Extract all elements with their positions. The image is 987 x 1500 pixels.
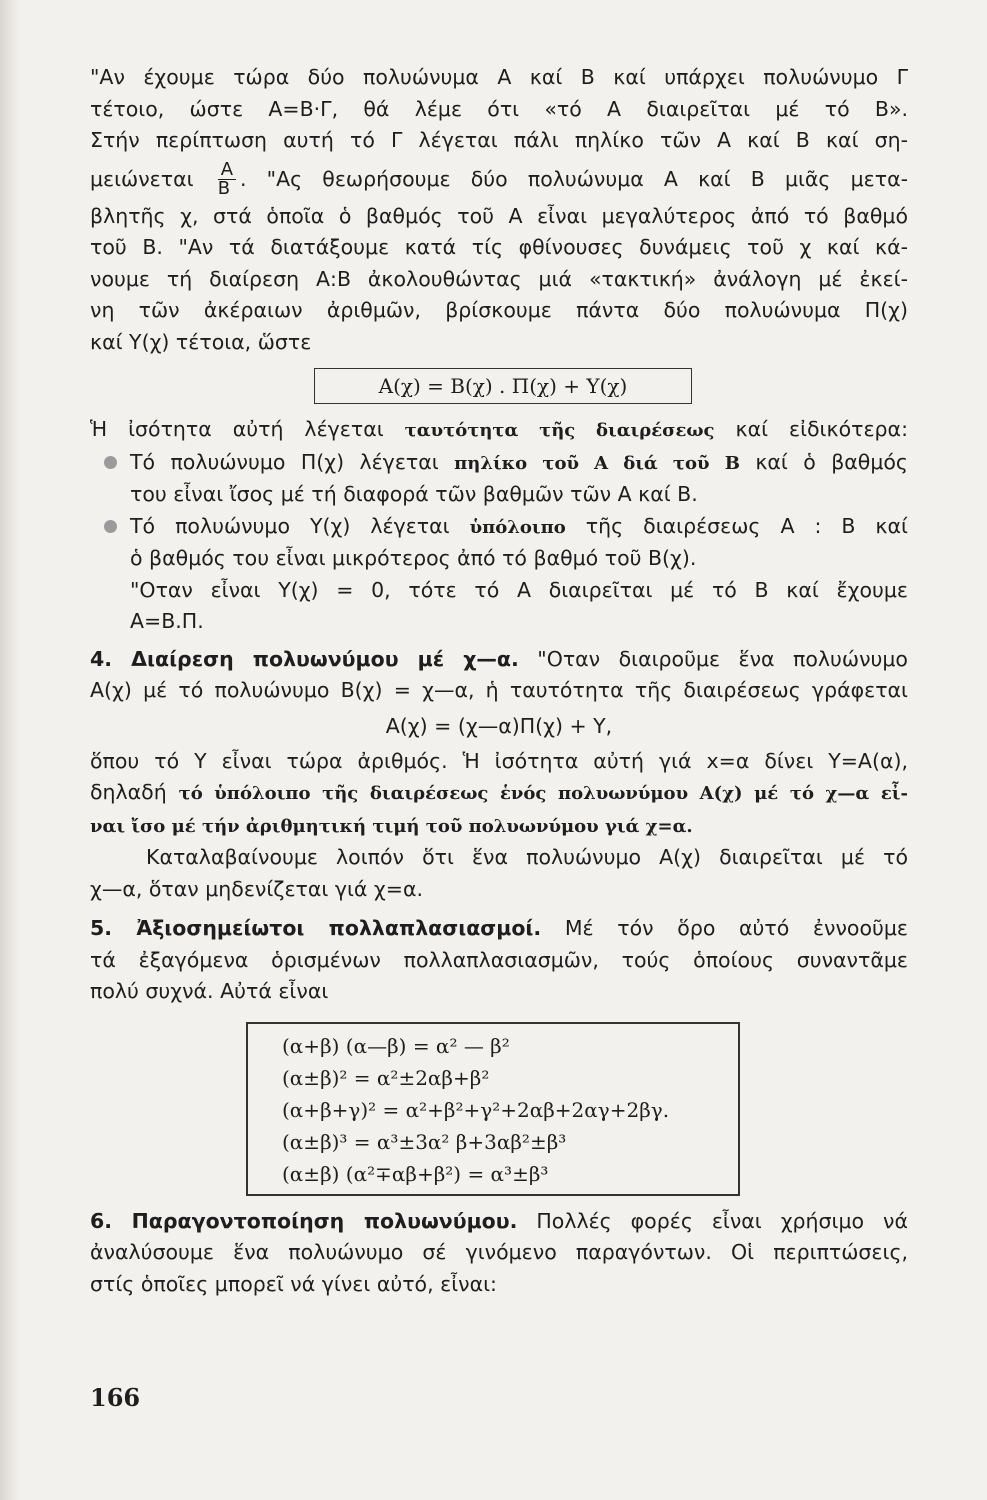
notable-products-box <box>246 1022 740 1196</box>
bullet-item-quotient <box>90 447 908 511</box>
text-fragment: καί ὁ βαθμός <box>755 449 908 474</box>
text-line: καί Υ(χ) τέτοια, ὥστε <box>90 329 312 354</box>
division-identity-box: Α(χ) = Β(χ) . Π(χ) + Υ(χ) <box>314 368 692 404</box>
text-line: στίς ὁποῖες μπορεῖ νά γίνει αὐτό, εἶναι: <box>90 1271 497 1296</box>
text-line: ὁ βαθμός του εἶναι μικρότερος ἀπό τό βαθμό τοῦ Β(χ). <box>130 546 697 570</box>
text-line <box>130 447 908 480</box>
text-fragment: μειώνεται <box>90 166 194 191</box>
text-line <box>90 810 908 843</box>
section-heading: 4. Διαίρεση πολυωνύμου μέ χ—α. <box>90 646 519 671</box>
bold-theorem: ναι ἴσο μέ τήν ἀριθμητική τιμή τοῦ πολυωνύμου γιά χ=α. <box>90 815 693 837</box>
text-line: πολύ συχνά. Αὐτά εἶναι <box>90 979 329 1003</box>
section-heading: 6. Παραγοντοποίηση πολυωνύμου. <box>90 1208 518 1233</box>
formula-line: (α+β+γ)² = α²+β²+γ²+2αβ+2αγ+2βγ. <box>282 1097 670 1122</box>
bullet-dot-icon <box>104 520 117 533</box>
bold-term: πηλίκο τοῦ Α διά τοῦ Β <box>454 452 740 474</box>
text-fragment: Μέ τόν ὅρο αὐτό ἐννοοῦμε <box>564 916 908 940</box>
bullet-item-remainder <box>90 511 908 638</box>
section-heading: 5. Ἀξιοσημείωτοι πολλαπλασιασμοί. <box>90 916 542 940</box>
text-fragment: δηλαδή <box>90 780 167 804</box>
text-line <box>90 1206 908 1238</box>
text-line: Στήν περίπτωση αυτή τό Γ λέγεται πάλι πηλίκο τῶν Α καί Β καί ση- <box>90 128 908 152</box>
text-line <box>90 644 908 676</box>
text-line: Καταλαβαίνουμε λοιπόν ὅτι ἕνα πολυώνυμο Α(χ) διαιρεῖται μέ τό <box>146 845 908 869</box>
formula-line: (α±β)³ = α³±3α² β+3αβ²±β³ <box>282 1129 567 1154</box>
text-line: τοῦ Β. "Αν τά διατάξουμε κατά τίς φθίνουσες δυνάμεις τοῦ χ καί κά- <box>90 235 908 259</box>
text-line <box>90 913 908 945</box>
fraction-numerator: A <box>218 161 236 180</box>
text-line: "Οταν εἶναι Υ(χ) = 0, τότε τό Α διαιρεῖται μέ τό Β καί ἔχουμε <box>130 577 908 602</box>
text-fragment: Τό πολυώνυμο Υ(χ) λέγεται <box>130 513 450 538</box>
formula-line: (α±β) (α²∓αβ+β²) = α³±β³ <box>282 1161 549 1186</box>
text-line: ἀναλύσουμε ἕνα πολυώνυμο σέ γινόμενο παραγόντων. Οἱ περιπτώσεις, <box>90 1240 908 1264</box>
bold-theorem: τό ὑπόλοιπο τῆς διαιρέσεως ἑνός πολυωνύμου Α(χ) μέ τό χ—α εἶ- <box>178 783 908 804</box>
bold-term: ταυτότητα τῆς διαιρέσεως <box>404 420 715 441</box>
text-line: ὅπου τό Υ εἶναι τώρα ἀριθμός. Ἡ ἰσότητα αὐτή γιά x=α δίνει Υ=Α(α), <box>90 748 908 773</box>
text-line: Α(χ) μέ τό πολυώνυμο Β(χ) = χ—α, ἡ ταυτότητα τῆς διαιρέσεως γράφεται <box>90 678 908 702</box>
text-fragment: Πολλές φορές εἶναι χρήσιμο νά <box>536 1208 908 1233</box>
text-line: τά ἐξαγόμενα ὁρισμένων πολλαπλασιασμῶν, τούς ὁποίους συναντᾶμε <box>90 947 908 972</box>
text-line <box>90 414 908 447</box>
text-fragment: "Οταν διαιροῦμε ἕνα πολυώνυμο <box>537 646 908 671</box>
text-line: νη τῶν ἀκέραιων ἀριθμῶν, βρίσκουμε πάντα δύο πολυώνυμα Π(χ) <box>90 298 908 322</box>
formula-line: (α±β)² = α²±2αβ+β² <box>282 1065 490 1090</box>
formula-line: (α+β) (α—β) = α² — β² <box>282 1033 510 1058</box>
text-line-with-fraction <box>90 157 908 201</box>
bold-term: ὑπόλοιπο <box>469 516 566 538</box>
text-line: Α=Β.Π. <box>130 609 204 633</box>
bullet-dot-icon <box>104 456 117 469</box>
page-number: 166 <box>90 1383 141 1412</box>
page-spine-shadow <box>0 0 20 1500</box>
text-fragment: Ἡ ἰσότητα αὐτή λέγεται <box>90 417 384 441</box>
text-line: τέτοιο, ώστε Α=Β·Γ, θά λέμε ότι «τό Α διαιρεῖται μέ τό Β». <box>90 96 908 121</box>
text-fragment: . "Ας θεωρήσουμε δύο πολυώνυμα Α καί Β μιᾶς μετα- <box>240 166 908 191</box>
text-line: βλητῆς χ, στά ὁποῖα ὁ βαθμός τοῦ Α εἶναι μεγαλύτερος ἀπό τό βαθμό <box>90 203 908 228</box>
text-fragment: καί εἰδικότερα: <box>735 417 908 441</box>
page-content <box>90 62 908 1300</box>
fraction-denominator: B <box>217 178 231 199</box>
remainder-equation: Α(χ) = (χ—α)Π(χ) + Υ, <box>385 713 613 738</box>
text-line: του εἶναι ἴσος μέ τή διαφορά τῶν βαθμῶν τῶν Α καί Β. <box>130 482 698 506</box>
text-line: νουμε τή διαίρεση Α:Β ἀκολουθώντας μιά «τακτική» ἀνάλογη μέ ἐκεί- <box>90 266 908 291</box>
text-line: χ—α, ὅταν μηδενίζεται γιά χ=α. <box>90 876 423 901</box>
text-line <box>130 511 908 544</box>
text-line <box>90 777 908 810</box>
fraction-a-over-b <box>218 161 236 198</box>
text-fragment: Τό πολυώνυμο Π(χ) λέγεται <box>130 449 439 474</box>
text-line: "Αν έχουμε τώρα δύο πολυώνυμα Α καί Β καί υπάρχει πολυώνυμο Γ <box>90 65 908 89</box>
text-fragment: τῆς διαιρέσεως Α : Β καί <box>585 513 908 538</box>
